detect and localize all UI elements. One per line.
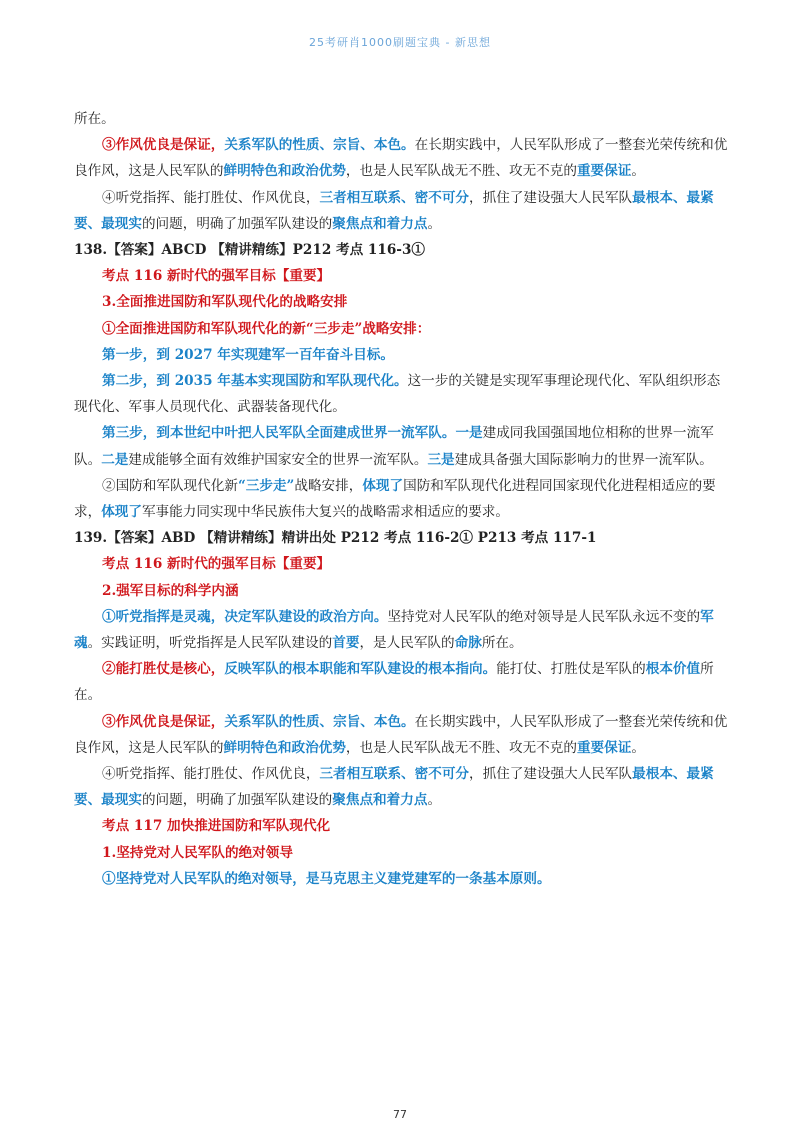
text-run: 体现了 — [362, 477, 404, 494]
paragraph — [74, 237, 728, 263]
text-run: 这一步的关键是实现军事理论现代化、军队组织形态现代化、军事人员现代化、武器装备现代化。 — [74, 373, 721, 416]
text-run: ④听党指挥、能打胜仗、作风优良， — [102, 766, 320, 783]
paragraph — [74, 106, 728, 132]
page-number: 77 — [393, 1108, 407, 1121]
text-run: ③作风优良是保证， — [102, 137, 225, 154]
paragraph — [74, 578, 728, 604]
running-header: 25考研肖1000刷题宝典 - 新思想 — [309, 36, 491, 49]
text-run: ，是人民军队的 — [359, 635, 455, 652]
paragraph — [74, 316, 728, 342]
text-run: 关系军队的性质、宗旨、本色。 — [224, 137, 415, 154]
text-run: ，也是人民军队战无不胜、攻无不克的 — [345, 163, 577, 180]
text-run: 鲜明特色和政治优势 — [223, 163, 346, 180]
text-run: 所在。 — [74, 111, 115, 127]
text-run: 国防和军队现代化进程同国家现代化进程相适应的要求， — [74, 477, 716, 521]
paragraph — [74, 185, 728, 237]
paragraph — [74, 840, 728, 866]
text-run: 建成同我国强国地位相称的世界一流军队。 — [74, 425, 714, 468]
text-run: 考点 116 新时代的强军目标【重要】 — [102, 556, 331, 573]
paragraph — [74, 525, 728, 551]
text-run: 。 — [427, 215, 442, 232]
text-run: 能打仗、打胜仗是军队的 — [496, 661, 646, 678]
text-run: ，抓住了建设强大人民军队 — [469, 189, 633, 206]
text-run: 军魂 — [74, 608, 714, 652]
text-run: 所在。 — [74, 661, 714, 704]
text-run: 聚焦点和着力点 — [332, 792, 428, 809]
text-run: 三者相互联系、密不可分 — [319, 189, 470, 206]
text-run: ④听党指挥、能打胜仗、作风优良， — [102, 189, 320, 206]
paragraph — [74, 761, 728, 813]
text-run: 第二步，到 2035 年基本实现国防和军队现代化。 — [102, 373, 408, 390]
text-run: 重要保证 — [576, 739, 632, 756]
text-run: 二是 — [101, 451, 129, 468]
paragraph — [74, 263, 728, 289]
document-body — [74, 106, 728, 892]
text-run: 3.全面推进国防和军队现代化的战略安排 — [102, 294, 348, 311]
text-run: 1.坚持党对人民军队的绝对领导 — [102, 844, 293, 861]
text-run: ③作风优良是保证， — [102, 713, 225, 730]
text-run: 聚焦点和着力点 — [332, 215, 428, 232]
paragraph — [74, 604, 728, 656]
paragraph — [74, 473, 728, 525]
text-run: 的问题，明确了加强军队建设的 — [141, 215, 333, 232]
text-run: “三步走” — [237, 477, 295, 494]
text-run: 。 — [427, 792, 442, 809]
text-run: ，抓住了建设强大人民军队 — [469, 766, 633, 783]
text-run: 最根本、最紧要、最现实 — [74, 766, 714, 809]
text-run: 战略安排， — [294, 477, 363, 494]
text-run: 首要 — [332, 635, 360, 652]
paragraph — [74, 656, 728, 708]
text-run: 考点 116 新时代的强军目标【重要】 — [102, 268, 331, 285]
text-run: ②能打胜仗是核心， — [102, 661, 225, 678]
text-run: 所在。 — [481, 635, 523, 652]
text-run: 体现了 — [101, 504, 142, 521]
text-run: 坚持党对人民军队的绝对领导是人民军队永远不变的 — [387, 608, 701, 625]
paragraph — [74, 289, 728, 315]
text-run: 鲜明特色和政治优势 — [223, 739, 346, 756]
text-run: 在长期实践中，人民军队形成了一整套光荣传统和优良作风，这是人民军队的 — [74, 713, 728, 756]
paragraph — [74, 709, 728, 761]
text-run: 三是 — [427, 451, 455, 468]
text-run: 。 — [631, 739, 645, 756]
paragraph — [74, 813, 728, 839]
text-run: 考点 117 加快推进国防和军队现代化 — [102, 818, 331, 835]
text-run: 在长期实践中，人民军队形成了一整套光荣传统和优良作风，这是人民军队的 — [74, 137, 728, 180]
text-run: 反映军队的根本职能和军队建设的根本指向。 — [224, 661, 497, 678]
text-run: ①全面推进国防和军队现代化的新“三步走”战略安排： — [102, 320, 431, 337]
text-run: 重要保证 — [576, 163, 632, 180]
text-run: 139.【答案】ABD 【精讲精练】精讲出处 P212 考点 116-2① P213 考点 117-1 — [74, 530, 597, 547]
paragraph — [74, 342, 728, 368]
paragraph — [74, 132, 728, 184]
text-run: 命脉 — [454, 635, 482, 652]
text-run: 2.强军目标的科学内涵 — [102, 582, 239, 599]
text-run: 建成能够全面有效维护国家安全的世界一流军队。 — [128, 451, 428, 468]
text-run: 军事能力同实现中华民族伟大复兴的战略需求相适应的要求。 — [141, 504, 509, 521]
paragraph — [74, 866, 728, 892]
text-run: 根本价值 — [645, 661, 701, 678]
text-run: ，也是人民军队战无不胜、攻无不克的 — [345, 739, 577, 756]
text-run: ①听党指挥是灵魂，决定军队建设的政治方向。 — [102, 608, 388, 625]
text-run: ①坚持党对人民军队的绝对领导，是马克思主义建党建军的一条基本原则。 — [102, 870, 551, 887]
text-run: 。实践证明，听党指挥是人民军队建设的 — [87, 635, 333, 652]
paragraph — [74, 551, 728, 577]
text-run: 一是 — [455, 425, 483, 442]
text-run: ②国防和军队现代化新 — [102, 477, 238, 494]
text-run: 138.【答案】ABCD 【精讲精练】P212 考点 116-3① — [74, 242, 425, 259]
text-run: 。 — [631, 163, 645, 180]
text-run: 关系军队的性质、宗旨、本色。 — [224, 713, 415, 730]
paragraph — [74, 368, 728, 420]
text-run: 建成具备强大国际影响力的世界一流军队。 — [454, 451, 713, 468]
text-run: 的问题，明确了加强军队建设的 — [141, 792, 333, 809]
text-run: 三者相互联系、密不可分 — [319, 766, 470, 783]
paragraph — [74, 420, 728, 472]
text-run: 第三步，到本世纪中叶把人民军队全面建成世界一流军队。 — [102, 425, 456, 442]
text-run: 第一步，到 2027 年实现建军一百年奋斗目标。 — [102, 346, 394, 363]
text-run: 最根本、最紧要、最现实 — [74, 189, 714, 232]
